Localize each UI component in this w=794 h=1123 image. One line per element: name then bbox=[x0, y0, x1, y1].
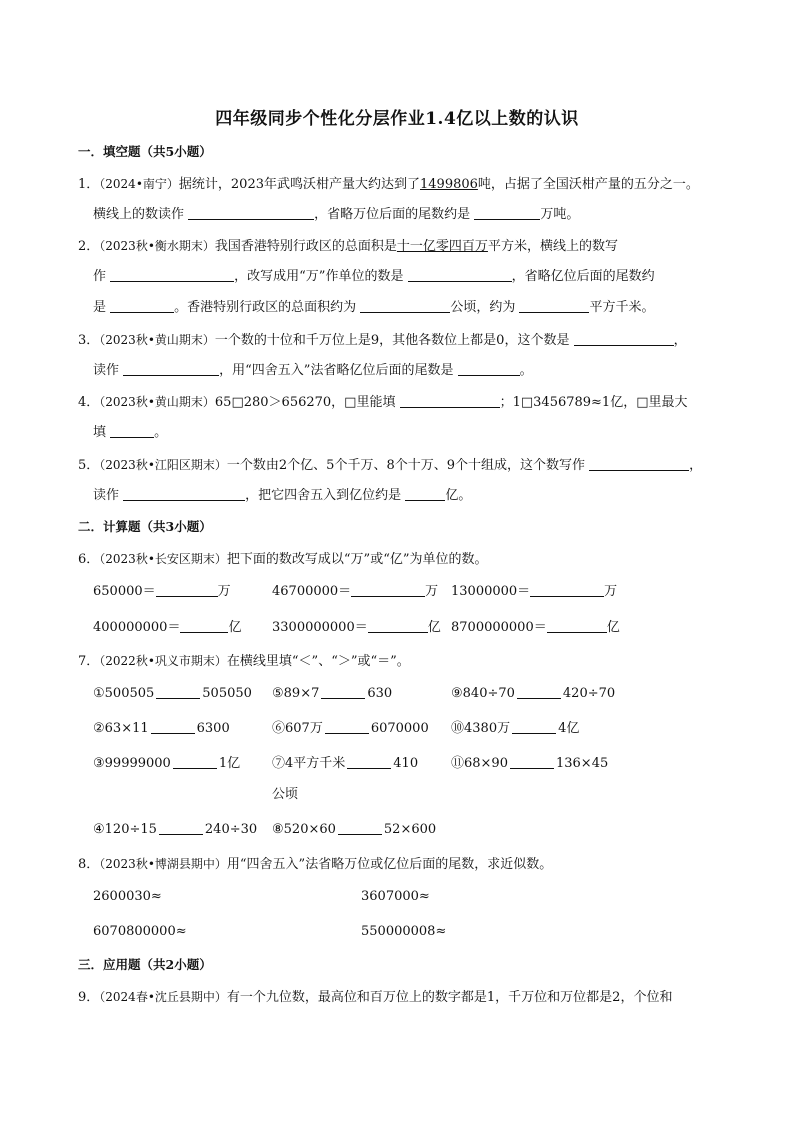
compare-item bbox=[93, 720, 230, 738]
answer-blank[interactable] bbox=[408, 268, 512, 282]
question-source: （2023秋•江阳区期末） bbox=[99, 458, 227, 472]
compare-right: 1亿 bbox=[218, 756, 241, 771]
question-5-line-1 bbox=[78, 456, 702, 475]
approx-item: 6070800000≈ bbox=[93, 924, 187, 939]
answer-blank[interactable] bbox=[458, 362, 520, 376]
question-text: 平方米，横线上的数写 bbox=[487, 239, 618, 254]
compare-item bbox=[451, 685, 615, 703]
question-number: 3． bbox=[78, 333, 100, 348]
conversion-item bbox=[451, 583, 617, 601]
item-unit: 万 bbox=[604, 584, 618, 599]
question-text: 65□280＞656270，□里能填 bbox=[214, 395, 396, 410]
question-text: 在横线里填“＜”、“＞”或“＝”。 bbox=[226, 654, 410, 669]
conversion-item bbox=[451, 619, 620, 637]
question-text: 吨，占据了全国沃柑产量的五分之一。 bbox=[477, 177, 699, 192]
underlined-number: 十一亿零四百万 bbox=[396, 239, 488, 254]
answer-blank[interactable] bbox=[338, 821, 382, 835]
approx-item: 550000008≈ bbox=[361, 924, 447, 939]
compare-item bbox=[272, 821, 436, 839]
question-source: （2024春•沈丘县期中） bbox=[99, 990, 227, 1004]
question-text: 把下面的数改写成以“万”或“亿”为单位的数。 bbox=[226, 552, 488, 567]
compare-right: 6300 bbox=[196, 721, 230, 736]
compare-left: ④120÷15 bbox=[93, 822, 157, 837]
compare-left: ⑦4平方千米 bbox=[272, 756, 346, 771]
question-text: 读作 bbox=[93, 488, 120, 503]
answer-blank[interactable] bbox=[151, 720, 195, 734]
section-heading-fill: 一．填空题（共5小题） bbox=[78, 144, 212, 159]
compare-item bbox=[93, 685, 252, 703]
answer-blank[interactable] bbox=[360, 299, 450, 313]
answer-blank[interactable] bbox=[180, 619, 228, 633]
underlined-number: 1499806 bbox=[420, 177, 478, 192]
question-text: ；1□3456789≈1亿，□里最大 bbox=[499, 395, 688, 410]
question-source: （2023秋•黄山期末） bbox=[99, 395, 215, 409]
question-4-line-1 bbox=[78, 393, 688, 412]
question-text: 作 bbox=[93, 269, 107, 284]
item-unit: 亿 bbox=[427, 620, 441, 635]
answer-blank[interactable] bbox=[474, 206, 540, 220]
answer-blank[interactable] bbox=[368, 619, 428, 633]
question-4-line-2 bbox=[93, 424, 167, 442]
page-title: 四年级同步个性化分层作业1.4亿以上数的认识 bbox=[215, 109, 579, 129]
conversion-item bbox=[272, 583, 438, 601]
compare-item bbox=[272, 720, 429, 738]
item-left: 46700000＝ bbox=[272, 584, 352, 599]
conversion-item bbox=[93, 583, 231, 601]
item-left: 13000000＝ bbox=[451, 584, 531, 599]
question-8-line-1 bbox=[78, 855, 552, 874]
question-number: 8． bbox=[78, 857, 100, 872]
compare-left: ③99999000 bbox=[93, 756, 171, 771]
compare-right: 6070000 bbox=[370, 721, 429, 736]
question-1-line-2 bbox=[93, 206, 579, 224]
question-text: 平方千米。 bbox=[589, 300, 655, 315]
question-text: 填 bbox=[93, 425, 107, 440]
question-text: ，省略万位后面的尾数约是 bbox=[314, 207, 471, 222]
answer-blank[interactable] bbox=[510, 755, 554, 769]
question-source: （2024•南宁） bbox=[99, 177, 179, 191]
item-unit: 亿 bbox=[228, 620, 242, 635]
section-heading-calc: 二．计算题（共3小题） bbox=[78, 519, 212, 534]
compare-left: ⑪68×90 bbox=[451, 756, 508, 771]
compare-item bbox=[93, 821, 257, 839]
question-text: 。 bbox=[154, 425, 168, 440]
question-text: ，改写成用“万”作单位的数是 bbox=[234, 269, 404, 284]
question-text: 一个数由2个亿、5个千万、8个十万、9个十组成，这个数写作 bbox=[226, 458, 585, 473]
question-2-line-2 bbox=[93, 268, 655, 286]
answer-blank[interactable] bbox=[123, 487, 245, 501]
question-1-line-1 bbox=[78, 175, 699, 194]
answer-blank[interactable] bbox=[347, 755, 391, 769]
answer-blank[interactable] bbox=[110, 299, 174, 313]
question-number: 4． bbox=[78, 395, 100, 410]
compare-left: ⑤89×7 bbox=[272, 686, 320, 701]
question-text: 我国香港特别行政区的总面积是 bbox=[214, 239, 397, 254]
compare-left: ⑩4380万 bbox=[451, 721, 511, 736]
answer-blank[interactable] bbox=[110, 424, 154, 438]
item-left: 8700000000＝ bbox=[451, 620, 547, 635]
question-number: 1． bbox=[78, 177, 100, 192]
question-source: （2022秋•巩义市期末） bbox=[99, 654, 227, 668]
answer-blank[interactable] bbox=[159, 821, 203, 835]
question-text: ，用“四舍五入”法省略亿位后面的尾数是 bbox=[219, 363, 454, 378]
approx-item: 2600030≈ bbox=[93, 889, 162, 904]
compare-right: 420÷70 bbox=[562, 686, 616, 701]
answer-blank[interactable] bbox=[110, 268, 234, 282]
answer-blank[interactable] bbox=[173, 755, 217, 769]
question-text: 据统计，2023年武鸣沃柑产量大约达到了 bbox=[178, 177, 420, 192]
compare-right: 410 bbox=[393, 756, 419, 771]
question-number: 5． bbox=[78, 458, 100, 473]
item-left: 650000＝ bbox=[93, 584, 156, 599]
answer-blank[interactable] bbox=[589, 457, 689, 471]
question-3-line-2 bbox=[93, 362, 533, 380]
question-text: 有一个九位数，最高位和百万位上的数字都是1，千万位和万位都是2，个位和 bbox=[226, 990, 673, 1005]
answer-blank[interactable] bbox=[351, 583, 425, 597]
answer-blank[interactable] bbox=[517, 685, 561, 699]
question-7-line-1 bbox=[78, 652, 410, 671]
question-6-line-1 bbox=[78, 550, 488, 569]
answer-blank[interactable] bbox=[321, 685, 365, 699]
answer-blank[interactable] bbox=[123, 362, 219, 376]
compare-right: 52×600 bbox=[383, 822, 437, 837]
item-unit: 万 bbox=[425, 584, 439, 599]
answer-blank[interactable] bbox=[547, 619, 607, 633]
compare-left: ⑥607万 bbox=[272, 721, 323, 736]
question-text: 读作 bbox=[93, 363, 120, 378]
question-text: 用“四舍五入”法省略万位或亿位后面的尾数，求近似数。 bbox=[226, 857, 553, 872]
compare-item bbox=[451, 720, 579, 738]
answer-blank[interactable] bbox=[405, 487, 445, 501]
question-number: 9． bbox=[78, 990, 100, 1005]
answer-blank[interactable] bbox=[574, 332, 674, 346]
question-text: 一个数的十位和千万位上是9，其他各数位上都是0，这个数是 bbox=[214, 333, 570, 348]
answer-blank[interactable] bbox=[519, 299, 589, 313]
question-source: （2023秋•长安区期末） bbox=[99, 552, 227, 566]
question-5-line-2 bbox=[93, 487, 471, 505]
answer-blank[interactable] bbox=[156, 583, 218, 597]
question-text: ，把它四舍五入到亿位约是 bbox=[245, 488, 402, 503]
question-9-line-1 bbox=[78, 988, 672, 1007]
compare-item bbox=[93, 755, 240, 773]
compare-item bbox=[272, 755, 418, 773]
answer-blank[interactable] bbox=[188, 206, 314, 220]
item-unit: 亿 bbox=[606, 620, 620, 635]
compare-right: 505050 bbox=[202, 686, 252, 701]
question-text: ， bbox=[673, 333, 687, 348]
answer-blank[interactable] bbox=[156, 685, 200, 699]
conversion-item bbox=[272, 619, 441, 637]
question-2-line-3 bbox=[93, 299, 654, 317]
question-source: （2023秋•博湖县期中） bbox=[99, 857, 227, 871]
compare-right: 136×45 bbox=[555, 756, 609, 771]
answer-blank[interactable] bbox=[400, 394, 500, 408]
section-heading-apply: 三．应用题（共2小题） bbox=[78, 957, 212, 972]
question-source: （2023秋•黄山期末） bbox=[99, 333, 215, 347]
compare-left: ②63×11 bbox=[93, 721, 149, 736]
compare-left: ⑨840÷70 bbox=[451, 686, 515, 701]
question-text: 。香港特别行政区的总面积约为 bbox=[174, 300, 357, 315]
question-text: 万吨。 bbox=[540, 207, 580, 222]
question-source: （2023秋•衡水期末） bbox=[99, 239, 215, 253]
compare-item bbox=[272, 685, 392, 703]
compare-right: 4亿 bbox=[558, 721, 580, 736]
conversion-item bbox=[93, 619, 241, 637]
compare-item bbox=[451, 755, 608, 773]
approx-item: 3607000≈ bbox=[361, 889, 430, 904]
question-number: 7． bbox=[78, 654, 100, 669]
question-text: 公顷，约为 bbox=[450, 300, 516, 315]
question-number: 6． bbox=[78, 552, 100, 567]
question-text: ，省略亿位后面的尾数约 bbox=[511, 269, 655, 284]
compare-left: ⑧520×60 bbox=[272, 822, 336, 837]
compare-left: ①500505 bbox=[93, 686, 155, 701]
answer-blank[interactable] bbox=[325, 720, 369, 734]
answer-blank[interactable] bbox=[512, 720, 556, 734]
answer-blank[interactable] bbox=[530, 583, 604, 597]
question-text: ， bbox=[689, 458, 703, 473]
compare-unit-continuation: 公顷 bbox=[272, 787, 299, 802]
question-text: 。 bbox=[519, 363, 533, 378]
question-text: 是 bbox=[93, 300, 107, 315]
item-unit: 万 bbox=[217, 584, 231, 599]
question-2-line-1 bbox=[78, 237, 618, 256]
item-left: 3300000000＝ bbox=[272, 620, 368, 635]
question-text: 亿。 bbox=[445, 488, 472, 503]
question-text: 横线上的数读作 bbox=[93, 207, 185, 222]
question-number: 2． bbox=[78, 239, 100, 254]
question-3-line-1 bbox=[78, 331, 687, 350]
compare-right: 240÷30 bbox=[204, 822, 258, 837]
compare-right: 630 bbox=[367, 686, 393, 701]
item-left: 400000000＝ bbox=[93, 620, 181, 635]
